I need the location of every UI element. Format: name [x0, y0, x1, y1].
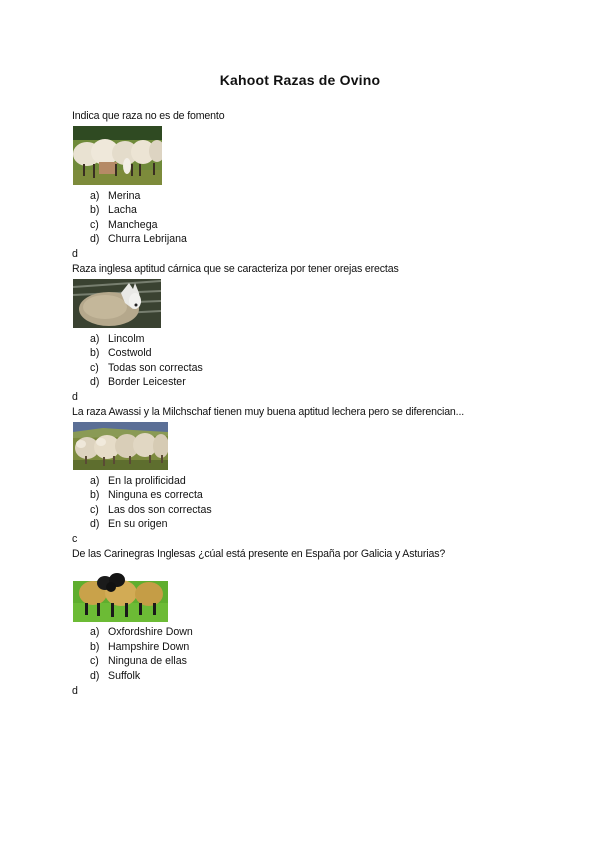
- option-text: Lacha: [108, 204, 137, 216]
- question-4-text: De las Carinegras Inglesas ¿cúal está presente en España por Galicia y Asturias?: [72, 548, 446, 560]
- option-label: a): [90, 190, 100, 202]
- answer-1: d: [72, 248, 78, 260]
- option-label: d): [90, 670, 100, 682]
- option-text: Ninguna de ellas: [108, 655, 187, 667]
- option-label: d): [90, 376, 100, 388]
- answer-3: c: [72, 533, 78, 545]
- option-text: Border Leicester: [108, 376, 186, 388]
- document-title: Kahoot Razas de Ovino: [219, 72, 381, 88]
- option-3c: [90, 504, 212, 517]
- option-text: Todas son correctas: [108, 362, 203, 374]
- option-label: a): [90, 626, 100, 638]
- answer-4: d: [72, 685, 78, 697]
- option-1c: [90, 219, 157, 232]
- option-4b: [90, 641, 189, 654]
- option-4a: [90, 626, 193, 639]
- option-4d: [90, 670, 140, 683]
- question-2-text: Raza inglesa aptitud cárnica que se caracteriza por tener orejas erectas: [72, 263, 399, 275]
- option-label: c): [90, 504, 99, 516]
- question-3-text: La raza Awassi y la Milchschaf tienen muy buena aptitud lechera pero se diferencian...: [72, 406, 465, 418]
- answer-2: d: [72, 391, 78, 403]
- option-text: Ninguna es correcta: [108, 489, 203, 501]
- option-label: c): [90, 362, 99, 374]
- option-3a: [90, 475, 186, 488]
- option-4c: [90, 655, 187, 668]
- option-2b: [90, 347, 152, 360]
- option-2c: [90, 362, 203, 375]
- option-1d: [90, 233, 187, 246]
- option-text: En la prolificidad: [108, 475, 186, 487]
- option-text: Hampshire Down: [108, 641, 190, 653]
- option-label: a): [90, 475, 100, 487]
- option-label: b): [90, 347, 100, 359]
- option-text: Merina: [108, 190, 141, 202]
- option-text: Manchega: [108, 219, 158, 231]
- option-2a: [90, 333, 145, 346]
- question-1-text: Indica que raza no es de fomento: [72, 110, 225, 122]
- sheep-pen-image: [73, 279, 161, 328]
- option-text: Churra Lebrijana: [108, 233, 187, 245]
- option-1b: [90, 204, 137, 217]
- option-label: d): [90, 518, 100, 530]
- option-text: En su origen: [108, 518, 168, 530]
- option-1a: [90, 190, 140, 203]
- option-label: d): [90, 233, 100, 245]
- option-text: Las dos son correctas: [108, 504, 212, 516]
- option-label: c): [90, 219, 99, 231]
- option-label: b): [90, 641, 100, 653]
- sheep-flock-image: [73, 126, 162, 185]
- option-text: Suffolk: [108, 670, 141, 682]
- option-label: c): [90, 655, 99, 667]
- option-text: Costwold: [108, 347, 152, 359]
- option-text: Oxfordshire Down: [108, 626, 193, 638]
- blackface-sheep-image: [73, 573, 168, 622]
- option-label: b): [90, 204, 100, 216]
- option-text: Lincolm: [108, 333, 145, 345]
- option-3b: [90, 489, 203, 502]
- option-3d: [90, 518, 167, 531]
- option-2d: [90, 376, 186, 389]
- option-label: a): [90, 333, 100, 345]
- option-label: b): [90, 489, 100, 501]
- sheep-hillside-image: [73, 422, 168, 470]
